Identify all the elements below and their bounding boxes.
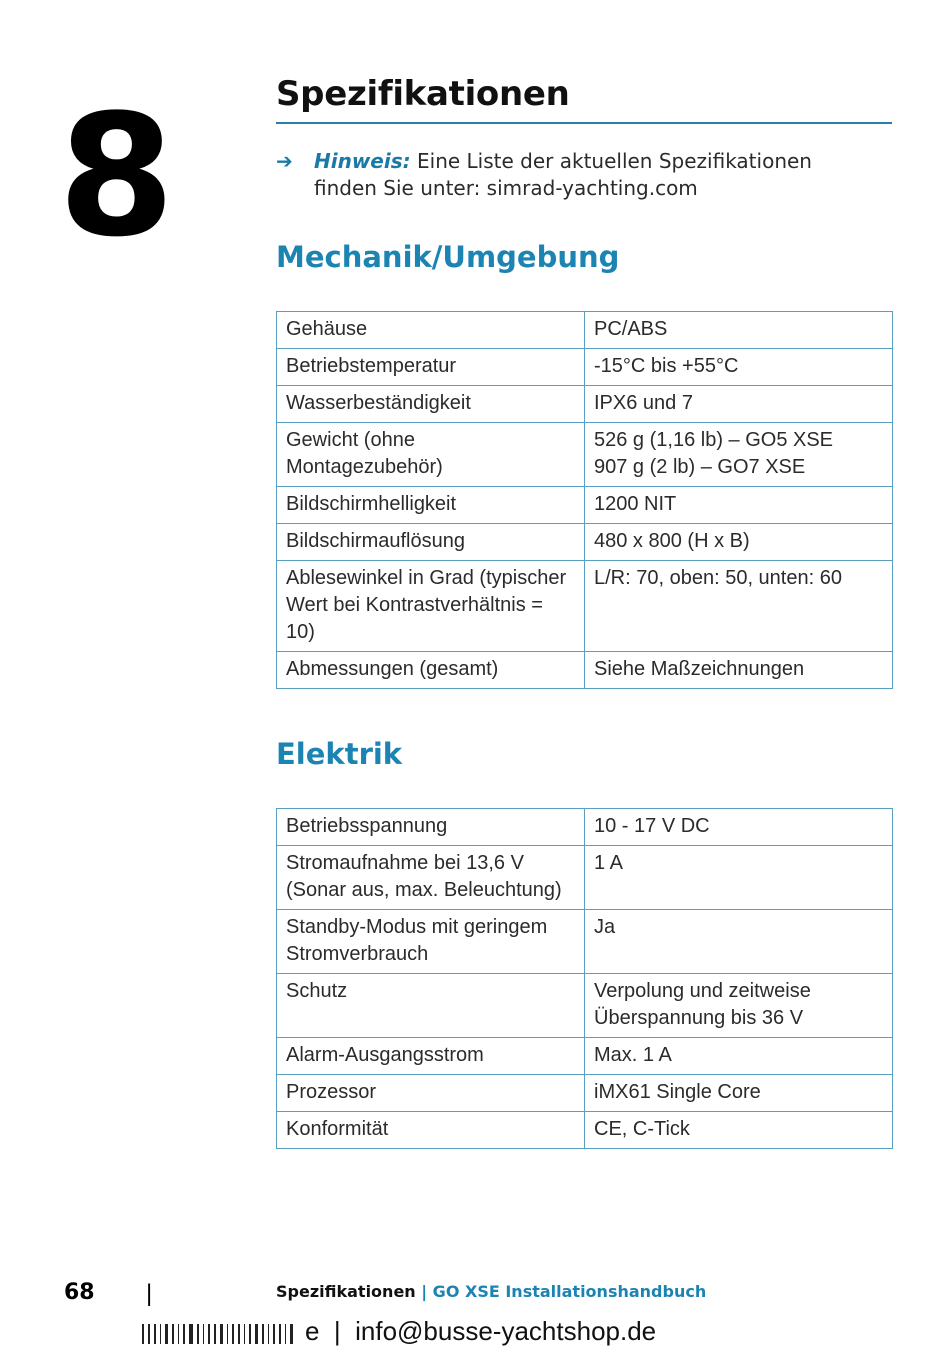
spec-label: Bildschirmauflösung: [277, 524, 585, 561]
spec-label: Standby-Modus mit geringem Stromverbrauch: [277, 910, 585, 974]
barcode-stroke: [249, 1324, 251, 1344]
barcode-stroke: [208, 1324, 210, 1344]
table-row: [277, 1112, 893, 1149]
barcode-stroke: [148, 1324, 150, 1344]
note-text: [314, 148, 876, 202]
spec-value: CE, C-Tick: [585, 1112, 893, 1149]
barcode-stroke: [160, 1324, 161, 1344]
table-row: [277, 423, 893, 487]
barcode-stroke: [255, 1324, 258, 1344]
spec-value: -15°C bis +55°C: [585, 349, 893, 386]
spec-label: Prozessor: [277, 1075, 585, 1112]
table-row: [277, 349, 893, 386]
note: [276, 148, 876, 202]
chapter-number: 8: [58, 78, 175, 274]
spec-label: Betriebstemperatur: [277, 349, 585, 386]
spec-value: PC/ABS: [585, 312, 893, 349]
spec-label: Bildschirmhelligkeit: [277, 487, 585, 524]
page-number: 68: [64, 1280, 95, 1305]
note-label: Hinweis:: [314, 149, 411, 173]
spec-label: Gehäuse: [277, 312, 585, 349]
barcode-stroke: [172, 1324, 174, 1344]
barcode-stroke: [273, 1324, 275, 1344]
spec-value: 10 - 17 V DC: [585, 809, 893, 846]
note-body: Eine Liste der aktuellen Spezifikationen finden Sie unter: simrad-yachting.com: [314, 149, 812, 200]
section-title-mechanik: Mechanik/Umgebung: [276, 240, 620, 274]
spec-value: Ja: [585, 910, 893, 974]
footer-manual: | GO XSE Installationshandbuch: [421, 1282, 707, 1301]
spec-label: Ablesewinkel in Grad (typischer Wert bei Kontrastverhältnis = 10): [277, 561, 585, 652]
table-row: [277, 1038, 893, 1075]
table-row: [277, 561, 893, 652]
spec-label: Alarm-Ausgangsstrom: [277, 1038, 585, 1075]
spec-label: Betriebsspannung: [277, 809, 585, 846]
spec-label: Schutz: [277, 974, 585, 1038]
barcode-stroke: [279, 1324, 281, 1344]
arrow-right-icon: ➔: [276, 149, 293, 173]
table-row: [277, 809, 893, 846]
table-row: [277, 1075, 893, 1112]
spec-value: Max. 1 A: [585, 1038, 893, 1075]
spec-value: 526 g (1,16 lb) – GO5 XSE 907 g (2 lb) – GO7 XSE: [585, 423, 893, 487]
barcode-stroke: [183, 1324, 185, 1344]
barcode-stroke: [214, 1324, 216, 1344]
barcode-stroke: [244, 1324, 245, 1344]
barcode-stroke: [262, 1324, 264, 1344]
barcode-stroke: [232, 1324, 234, 1344]
watermark-text: e | info@busse-yachtshop.de: [305, 1316, 657, 1346]
section-title-elektrik: Elektrik: [276, 737, 403, 771]
barcode-stroke: [268, 1324, 269, 1344]
spec-table-elektrik: [276, 808, 893, 1149]
watermark: [142, 1316, 656, 1347]
spec-label: Gewicht (ohne Montagezubehör): [277, 423, 585, 487]
footer-section: Spezifikationen: [276, 1282, 416, 1301]
barcode-stroke: [189, 1324, 193, 1344]
spec-label: Abmessungen (gesamt): [277, 652, 585, 689]
spec-value: IPX6 und 7: [585, 386, 893, 423]
table-row: [277, 312, 893, 349]
barcode-stroke: [154, 1324, 156, 1344]
barcode-stroke: [165, 1324, 168, 1344]
spec-value: 1200 NIT: [585, 487, 893, 524]
barcode-stroke: [197, 1324, 199, 1344]
barcode-stroke: [178, 1324, 179, 1344]
spec-label: Stromaufnahme bei 13,6 V (Sonar aus, max. Beleuchtung): [277, 846, 585, 910]
table-row: [277, 487, 893, 524]
spec-value: iMX61 Single Core: [585, 1075, 893, 1112]
table-row: [277, 524, 893, 561]
barcode-stroke: [220, 1324, 223, 1344]
barcode-stroke: [142, 1324, 144, 1344]
spec-table-mechanik: [276, 311, 893, 689]
table-row: [277, 846, 893, 910]
table-row: [277, 974, 893, 1038]
barcode-stroke: [238, 1324, 240, 1344]
barcode-stroke: [285, 1324, 286, 1344]
table-row: [277, 910, 893, 974]
barcode-stroke: [203, 1324, 204, 1344]
barcode-stroke: [227, 1324, 228, 1344]
spec-value: 1 A: [585, 846, 893, 910]
barcode-stroke: [290, 1324, 293, 1344]
barcode-icon: [142, 1320, 297, 1344]
spec-label: Konformität: [277, 1112, 585, 1149]
page-title: Spezifikationen: [276, 74, 892, 124]
table-row: [277, 386, 893, 423]
spec-label: Wasserbeständigkeit: [277, 386, 585, 423]
table-row: [277, 652, 893, 689]
footer-separator: |: [146, 1280, 153, 1307]
spec-value: L/R: 70, oben: 50, unten: 60: [585, 561, 893, 652]
spec-value: Verpolung und zeitweise Überspannung bis 36 V: [585, 974, 893, 1038]
spec-value: Siehe Maßzeichnungen: [585, 652, 893, 689]
spec-value: 480 x 800 (H x B): [585, 524, 893, 561]
footer-running-title: [276, 1282, 706, 1301]
